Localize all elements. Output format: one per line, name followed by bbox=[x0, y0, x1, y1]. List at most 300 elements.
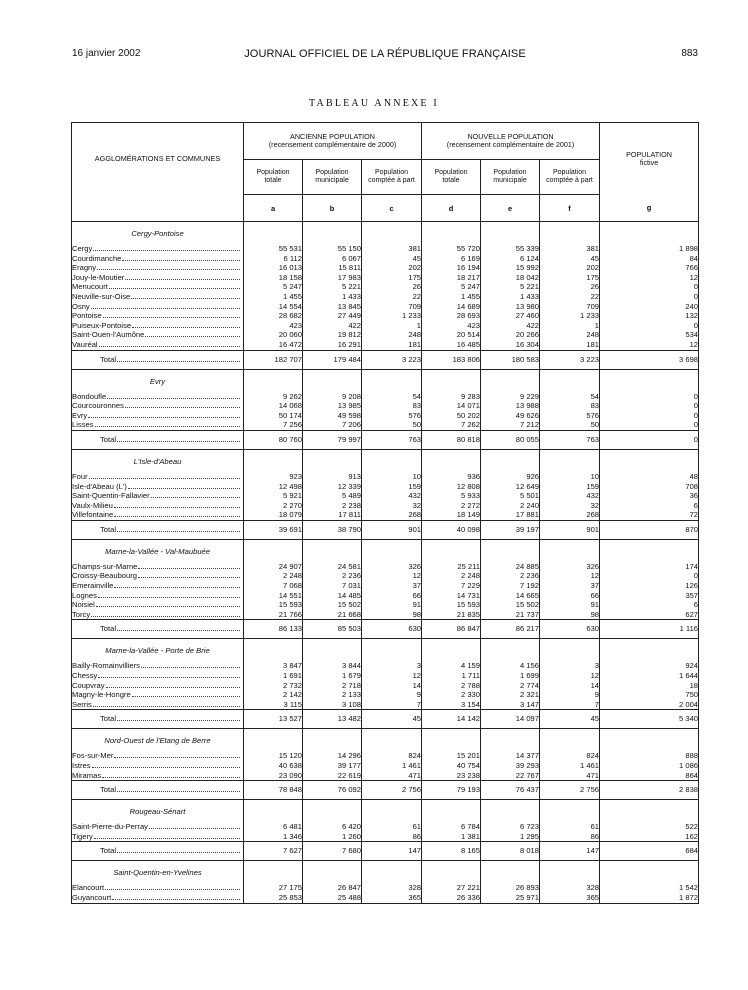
subheader-line2: comptée à part bbox=[368, 177, 415, 184]
population-value: 25 211 bbox=[422, 562, 481, 572]
population-value: 79 997 bbox=[303, 430, 362, 449]
commune-name: Osny bbox=[72, 301, 90, 311]
empty-cell bbox=[422, 222, 481, 240]
table-row bbox=[72, 822, 699, 832]
population-value: 471 bbox=[362, 771, 422, 781]
population-value: 1 433 bbox=[303, 292, 362, 302]
table-title: TABLEAU ANNEXE I bbox=[309, 98, 439, 109]
population-value: 45 bbox=[540, 710, 600, 729]
empty-cell bbox=[600, 639, 699, 657]
population-value: 708 bbox=[600, 482, 699, 492]
commune-name: Cergy bbox=[72, 244, 93, 253]
empty-cell bbox=[600, 222, 699, 240]
commune-cell bbox=[72, 273, 244, 283]
communes-column-header: AGGLOMÉRATIONS ET COMMUNES bbox=[72, 123, 244, 195]
population-value: 870 bbox=[600, 520, 699, 539]
subheader-line1: Population bbox=[256, 169, 290, 176]
population-value: 32 bbox=[540, 501, 600, 511]
subheader-cell bbox=[303, 160, 362, 195]
population-value: 1 898 bbox=[600, 244, 699, 254]
table-row bbox=[72, 292, 699, 302]
commune-name: Total bbox=[100, 354, 117, 364]
population-value: 202 bbox=[540, 263, 600, 273]
population-value: 2 142 bbox=[244, 690, 303, 700]
population-value: 1 711 bbox=[422, 671, 481, 681]
commune-name: Guyancourt bbox=[72, 892, 112, 902]
population-value: 23 090 bbox=[244, 771, 303, 781]
population-value: 2 248 bbox=[244, 571, 303, 581]
population-value: 26 bbox=[362, 282, 422, 292]
population-value: 15 201 bbox=[422, 751, 481, 761]
commune-name: Isle-d'Abeau (L') bbox=[72, 481, 127, 491]
population-value: 0 bbox=[600, 571, 699, 581]
commune-name: Total bbox=[100, 524, 117, 534]
page-header bbox=[72, 48, 698, 62]
table-row bbox=[72, 581, 699, 591]
commune-name: Courdimanche bbox=[72, 253, 122, 263]
commune-name: Miramas bbox=[72, 770, 102, 780]
empty-cell bbox=[540, 729, 600, 747]
empty-cell bbox=[540, 369, 600, 387]
population-value: 422 bbox=[303, 321, 362, 331]
population-value: 2 774 bbox=[481, 681, 540, 691]
population-value: 248 bbox=[362, 330, 422, 340]
commune-name: Total bbox=[100, 785, 117, 795]
population-value: 1 346 bbox=[244, 832, 303, 842]
population-value: 80 055 bbox=[481, 430, 540, 449]
population-value: 901 bbox=[362, 520, 422, 539]
population-value: 13 482 bbox=[303, 710, 362, 729]
population-value: 22 619 bbox=[303, 771, 362, 781]
population-value: 55 150 bbox=[303, 244, 362, 254]
population-value: 85 503 bbox=[303, 620, 362, 639]
population-value: 0 bbox=[600, 420, 699, 430]
population-value: 39 197 bbox=[481, 520, 540, 539]
population-value: 14 071 bbox=[422, 401, 481, 411]
population-value: 423 bbox=[422, 321, 481, 331]
column-letter: b bbox=[303, 195, 362, 222]
population-value: 13 985 bbox=[303, 401, 362, 411]
population-value: 66 bbox=[540, 591, 600, 601]
population-value: 824 bbox=[362, 751, 422, 761]
population-value: 76 092 bbox=[303, 781, 362, 800]
population-value: 15 811 bbox=[303, 263, 362, 273]
empty-cell bbox=[362, 222, 422, 240]
total-row bbox=[72, 350, 699, 369]
table-row bbox=[72, 340, 699, 350]
population-value: 27 175 bbox=[244, 883, 303, 893]
population-value: 55 720 bbox=[422, 244, 481, 254]
empty-cell bbox=[481, 369, 540, 387]
commune-name: Eragny bbox=[72, 263, 97, 273]
population-value: 2 236 bbox=[481, 571, 540, 581]
empty-cell bbox=[362, 539, 422, 557]
population-value: 91 bbox=[362, 600, 422, 610]
commune-cell bbox=[72, 401, 244, 411]
commune-cell bbox=[72, 883, 244, 893]
population-value: 684 bbox=[600, 842, 699, 861]
population-value: 5 501 bbox=[481, 491, 540, 501]
commune-cell bbox=[72, 771, 244, 781]
population-value: 5 221 bbox=[303, 282, 362, 292]
population-value: 86 bbox=[540, 832, 600, 842]
population-value: 50 bbox=[540, 420, 600, 430]
population-value: 432 bbox=[540, 491, 600, 501]
table-row bbox=[72, 771, 699, 781]
population-value: 48 bbox=[600, 472, 699, 482]
population-value: 24 885 bbox=[481, 562, 540, 572]
population-value: 24 581 bbox=[303, 562, 362, 572]
population-value: 3 698 bbox=[600, 350, 699, 369]
population-value: 49 598 bbox=[303, 411, 362, 421]
population-value: 14 665 bbox=[481, 591, 540, 601]
population-value: 16 485 bbox=[422, 340, 481, 350]
commune-cell bbox=[72, 321, 244, 331]
commune-cell bbox=[72, 661, 244, 671]
commune-name: Chessy bbox=[72, 671, 98, 681]
population-value: 86 bbox=[362, 832, 422, 842]
population-value: 1 455 bbox=[244, 292, 303, 302]
population-value: 79 193 bbox=[422, 781, 481, 800]
population-value: 381 bbox=[540, 244, 600, 254]
header-page-number: 883 bbox=[681, 48, 698, 59]
population-value: 5 247 bbox=[244, 282, 303, 292]
population-value: 1 679 bbox=[303, 671, 362, 681]
commune-name: Evry bbox=[72, 410, 88, 420]
population-value: 174 bbox=[600, 562, 699, 572]
population-value: 0 bbox=[600, 430, 699, 449]
population-value: 27 460 bbox=[481, 311, 540, 321]
empty-cell bbox=[481, 729, 540, 747]
population-value: 86 217 bbox=[481, 620, 540, 639]
population-value: 45 bbox=[540, 254, 600, 264]
empty-cell bbox=[540, 222, 600, 240]
table-row bbox=[72, 610, 699, 620]
population-value: 7 068 bbox=[244, 581, 303, 591]
commune-name: Puiseux-Pontoise bbox=[72, 320, 132, 330]
commune-name: Lisses bbox=[72, 420, 94, 430]
population-value: 20 266 bbox=[481, 330, 540, 340]
commune-name: Elancourt bbox=[72, 883, 105, 893]
table-row bbox=[72, 263, 699, 273]
population-value: 39 177 bbox=[303, 761, 362, 771]
population-value: 15 502 bbox=[303, 600, 362, 610]
empty-cell bbox=[244, 861, 303, 879]
population-value: 2 330 bbox=[422, 690, 481, 700]
commune-name: Villefontaine bbox=[72, 510, 114, 520]
population-value: 83 bbox=[540, 401, 600, 411]
population-value: 2 270 bbox=[244, 501, 303, 511]
subheader-line2: municipale bbox=[315, 177, 349, 184]
commune-cell bbox=[72, 671, 244, 681]
population-value: 38 790 bbox=[303, 520, 362, 539]
population-value: 18 149 bbox=[422, 510, 481, 520]
total-row bbox=[72, 781, 699, 800]
population-value: 54 bbox=[540, 392, 600, 402]
population-value: 924 bbox=[600, 661, 699, 671]
population-value: 2 718 bbox=[303, 681, 362, 691]
commune-cell bbox=[72, 822, 244, 832]
fictive-header-line1: POPULATION bbox=[626, 149, 672, 159]
new-population-subtitle: (recensement complémentaire de 2001) bbox=[446, 140, 575, 149]
population-value: 6 723 bbox=[481, 822, 540, 832]
empty-cell bbox=[422, 729, 481, 747]
population-value: 17 881 bbox=[481, 510, 540, 520]
empty-cell bbox=[303, 861, 362, 879]
population-value: 6 bbox=[600, 600, 699, 610]
population-value: 240 bbox=[600, 302, 699, 312]
population-value: 26 847 bbox=[303, 883, 362, 893]
total-row bbox=[72, 710, 699, 729]
empty-cell bbox=[362, 729, 422, 747]
commune-name: Total bbox=[100, 714, 117, 724]
old-population-title: ANCIENNE POPULATION bbox=[290, 132, 375, 141]
population-value: 5 489 bbox=[303, 491, 362, 501]
commune-name: Tigery bbox=[72, 831, 93, 841]
population-value: 162 bbox=[600, 832, 699, 842]
empty-cell bbox=[481, 449, 540, 467]
population-value: 12 649 bbox=[481, 482, 540, 492]
population-value: 1 433 bbox=[481, 292, 540, 302]
commune-name: Saint-Pierre-du-Perray bbox=[72, 822, 148, 832]
table-body bbox=[72, 222, 699, 904]
population-value: 6 481 bbox=[244, 822, 303, 832]
population-value: 0 bbox=[600, 392, 699, 402]
group-title-row bbox=[72, 729, 699, 747]
population-value: 21 835 bbox=[422, 610, 481, 620]
table-row bbox=[72, 600, 699, 610]
population-value: 21 766 bbox=[244, 610, 303, 620]
commune-name: Fos-sur-Mer bbox=[72, 751, 114, 761]
population-value: 3 115 bbox=[244, 700, 303, 710]
population-value: 13 980 bbox=[481, 302, 540, 312]
population-value: 183 806 bbox=[422, 350, 481, 369]
population-value: 9 262 bbox=[244, 392, 303, 402]
population-value: 630 bbox=[362, 620, 422, 639]
subheader-line2: totale bbox=[264, 177, 282, 184]
population-value: 2 732 bbox=[244, 681, 303, 691]
empty-cell bbox=[422, 800, 481, 818]
population-value: 10 bbox=[540, 472, 600, 482]
total-row bbox=[72, 520, 699, 539]
population-value: 766 bbox=[600, 263, 699, 273]
empty-cell bbox=[600, 800, 699, 818]
table-row bbox=[72, 562, 699, 572]
total-row bbox=[72, 430, 699, 449]
letter-row bbox=[72, 195, 699, 222]
commune-cell bbox=[72, 263, 244, 273]
population-value: 901 bbox=[540, 520, 600, 539]
population-value: 6 124 bbox=[481, 254, 540, 264]
population-value: 326 bbox=[362, 562, 422, 572]
population-value: 175 bbox=[362, 273, 422, 283]
population-value: 181 bbox=[362, 340, 422, 350]
empty-cell bbox=[244, 539, 303, 557]
population-value: 12 bbox=[600, 340, 699, 350]
population-value: 13 845 bbox=[303, 302, 362, 312]
population-value: 159 bbox=[362, 482, 422, 492]
commune-name: Courcouronnes bbox=[72, 401, 124, 411]
empty-cell bbox=[600, 369, 699, 387]
population-value: 147 bbox=[362, 842, 422, 861]
population-value: 13 988 bbox=[481, 401, 540, 411]
population-value: 3 bbox=[362, 661, 422, 671]
column-letter: e bbox=[481, 195, 540, 222]
population-value: 55 531 bbox=[244, 244, 303, 254]
population-value: 72 bbox=[600, 510, 699, 520]
population-value: 9 229 bbox=[481, 392, 540, 402]
group-title-row bbox=[72, 539, 699, 557]
total-label-cell bbox=[72, 520, 244, 539]
population-value: 326 bbox=[540, 562, 600, 572]
population-value: 14 142 bbox=[422, 710, 481, 729]
population-value: 5 921 bbox=[244, 491, 303, 501]
commune-name: Istres bbox=[72, 761, 91, 770]
population-value: 1 116 bbox=[600, 620, 699, 639]
table-row bbox=[72, 883, 699, 893]
population-value: 20 060 bbox=[244, 330, 303, 340]
population-value: 2 272 bbox=[422, 501, 481, 511]
commune-cell bbox=[72, 690, 244, 700]
commune-cell bbox=[72, 411, 244, 421]
empty-cell bbox=[362, 861, 422, 879]
old-population-subtitle: (recensement complémentaire de 2000) bbox=[268, 140, 397, 149]
empty-cell bbox=[303, 222, 362, 240]
commune-name: Neuville-sur-Oise bbox=[72, 291, 131, 301]
population-value: 0 bbox=[600, 401, 699, 411]
empty-cell bbox=[422, 861, 481, 879]
population-value: 534 bbox=[600, 330, 699, 340]
population-value: 1 381 bbox=[422, 832, 481, 842]
population-value: 365 bbox=[362, 893, 422, 903]
empty-cell bbox=[422, 449, 481, 467]
group-title-row bbox=[72, 369, 699, 387]
commune-name: Bondoufle bbox=[72, 391, 107, 401]
population-value: 471 bbox=[540, 771, 600, 781]
commune-cell bbox=[72, 330, 244, 340]
commune-name: Coupvray bbox=[72, 680, 105, 690]
commune-cell bbox=[72, 491, 244, 501]
population-value: 9 bbox=[362, 690, 422, 700]
commune-cell bbox=[72, 501, 244, 511]
population-value: 98 bbox=[540, 610, 600, 620]
population-value: 36 bbox=[600, 491, 699, 501]
population-value: 15 120 bbox=[244, 751, 303, 761]
population-value: 18 042 bbox=[481, 273, 540, 283]
population-value: 14 097 bbox=[481, 710, 540, 729]
new-population-title: NOUVELLE POPULATION bbox=[467, 132, 554, 141]
population-value: 14 296 bbox=[303, 751, 362, 761]
fictive-population-header bbox=[600, 123, 699, 195]
population-value: 45 bbox=[362, 254, 422, 264]
population-value: 9 bbox=[540, 690, 600, 700]
empty-cell bbox=[481, 800, 540, 818]
population-value: 50 174 bbox=[244, 411, 303, 421]
commune-cell bbox=[72, 761, 244, 771]
agglomeration-title: Marne-la-Vallée - Porte de Brie bbox=[72, 639, 244, 657]
commune-cell bbox=[72, 311, 244, 321]
commune-cell bbox=[72, 610, 244, 620]
population-value: 627 bbox=[600, 610, 699, 620]
population-value: 40 638 bbox=[244, 761, 303, 771]
empty-cell bbox=[303, 729, 362, 747]
population-value: 3 147 bbox=[481, 700, 540, 710]
population-value: 16 194 bbox=[422, 263, 481, 273]
commune-cell bbox=[72, 832, 244, 842]
table-row bbox=[72, 761, 699, 771]
population-value: 1 086 bbox=[600, 761, 699, 771]
population-value: 357 bbox=[600, 591, 699, 601]
population-value: 709 bbox=[362, 302, 422, 312]
table-row bbox=[72, 244, 699, 254]
subheader-cell bbox=[422, 160, 481, 195]
population-value: 630 bbox=[540, 620, 600, 639]
table-row bbox=[72, 420, 699, 430]
population-value: 14 551 bbox=[244, 591, 303, 601]
empty-cell bbox=[600, 539, 699, 557]
table-row bbox=[72, 392, 699, 402]
agglomeration-title: Evry bbox=[72, 369, 244, 387]
population-value: 7 680 bbox=[303, 842, 362, 861]
population-value: 8 018 bbox=[481, 842, 540, 861]
population-value: 126 bbox=[600, 581, 699, 591]
population-value: 22 bbox=[362, 292, 422, 302]
population-value: 182 707 bbox=[244, 350, 303, 369]
commune-cell bbox=[72, 510, 244, 520]
population-value: 132 bbox=[600, 311, 699, 321]
total-label-cell bbox=[72, 430, 244, 449]
subheader-line1: Population bbox=[493, 169, 527, 176]
commune-cell bbox=[72, 282, 244, 292]
population-value: 824 bbox=[540, 751, 600, 761]
empty-cell bbox=[244, 639, 303, 657]
population-value: 864 bbox=[600, 771, 699, 781]
population-value: 7 262 bbox=[422, 420, 481, 430]
population-value: 86 133 bbox=[244, 620, 303, 639]
total-label-cell bbox=[72, 350, 244, 369]
population-value: 926 bbox=[481, 472, 540, 482]
population-value: 5 221 bbox=[481, 282, 540, 292]
population-value: 7 192 bbox=[481, 581, 540, 591]
population-value: 80 760 bbox=[244, 430, 303, 449]
population-value: 14 377 bbox=[481, 751, 540, 761]
subheader-cell bbox=[540, 160, 600, 195]
population-value: 15 593 bbox=[422, 600, 481, 610]
population-value: 21 668 bbox=[303, 610, 362, 620]
population-value: 6 bbox=[600, 501, 699, 511]
population-value: 7 206 bbox=[303, 420, 362, 430]
population-value: 14 689 bbox=[422, 302, 481, 312]
population-value: 12 bbox=[540, 571, 600, 581]
table-row bbox=[72, 571, 699, 581]
population-value: 576 bbox=[540, 411, 600, 421]
population-value: 26 893 bbox=[481, 883, 540, 893]
agglomeration-title: Cergy-Pontoise bbox=[72, 222, 244, 240]
total-row bbox=[72, 842, 699, 861]
empty-cell bbox=[244, 222, 303, 240]
population-value: 14 731 bbox=[422, 591, 481, 601]
population-value: 1 455 bbox=[422, 292, 481, 302]
population-value: 1 bbox=[540, 321, 600, 331]
population-value: 2 838 bbox=[600, 781, 699, 800]
population-value: 39 293 bbox=[481, 761, 540, 771]
table-row bbox=[72, 690, 699, 700]
population-value: 13 527 bbox=[244, 710, 303, 729]
table-row bbox=[72, 501, 699, 511]
empty-cell bbox=[244, 369, 303, 387]
population-value: 7 256 bbox=[244, 420, 303, 430]
commune-name: Croissy-Beaubourg bbox=[72, 571, 137, 581]
